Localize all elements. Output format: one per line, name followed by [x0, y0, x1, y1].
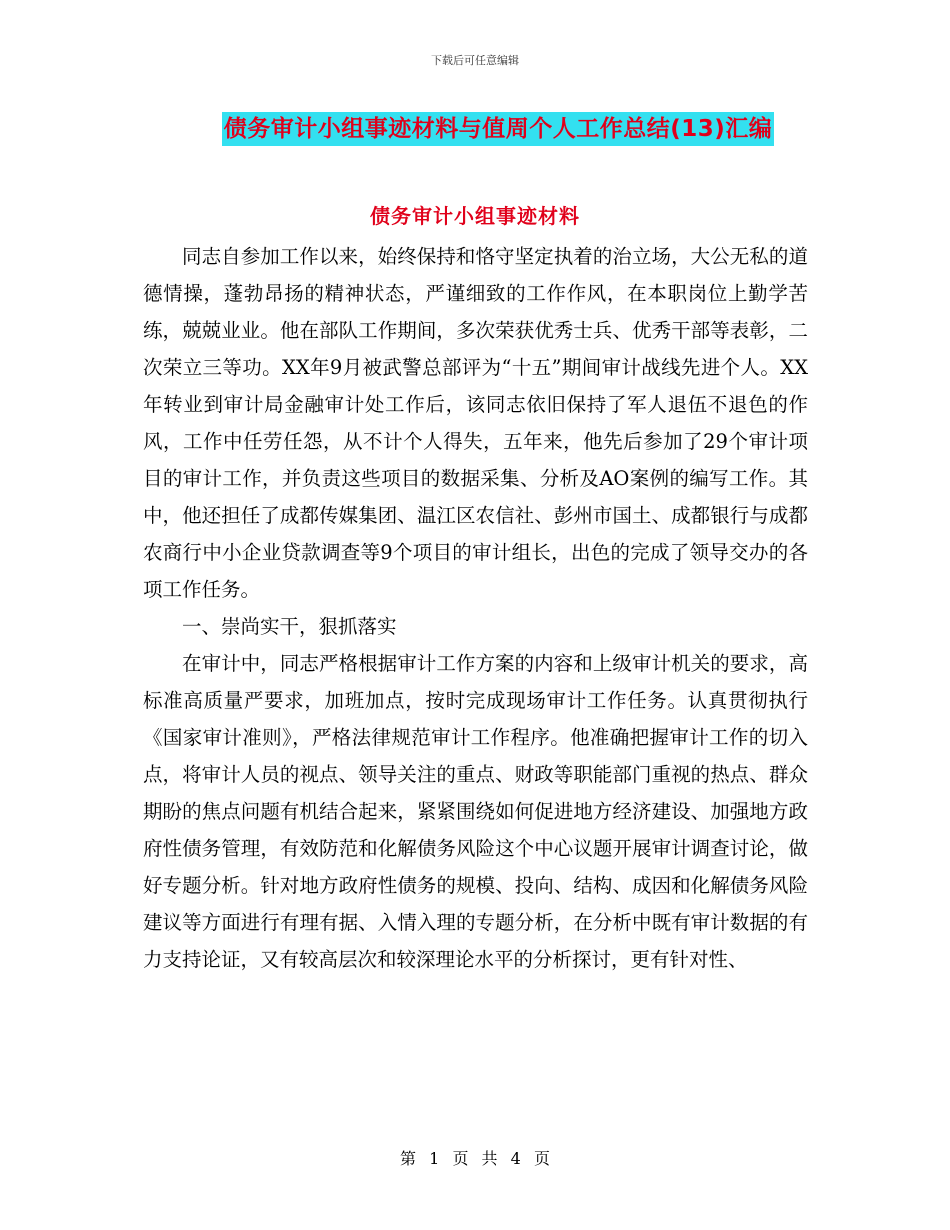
- footer-prefix: 第: [400, 1149, 417, 1168]
- title-container: [0, 112, 950, 146]
- footer-page-unit: 页: [452, 1149, 469, 1168]
- document-body: [143, 220, 808, 978]
- footer-total-pages: 4: [510, 1149, 521, 1168]
- footer-total-prefix: 共: [481, 1149, 498, 1168]
- page-header-note: 下载后可任意编辑: [431, 54, 519, 67]
- heading-section-one: 一、崇尚实干，狠抓落实: [182, 615, 397, 638]
- paragraph-section-one: 在审计中，同志严格根据审计工作方案的内容和上级审计机关的要求，高标准高质量严要求，加班加点，按时完成现场审计工作任务。认真贯彻执行《国家审计准则》，严格法律规范审计工作程序。他准确把握审计工作的切入点，将审计人员的视点、领导关注的重点、财政等职能部门重视的热点、群众期盼的焦点问题有机结合起来，紧紧围绕如何促进地方经济建设、加强地方政府性债务管理，有效防范和化解债务风险这个中心议题开展审计调查讨论，做好专题分析。针对地方政府性债务的规模、投向、结构、成因和化解债务风险建议等方面进行有理有据、入情入理的专题分析，在分析中既有审计数据的有力支持论证，又有较高层次和较深理论水平的分析探讨，更有针对性、: [143, 652, 808, 971]
- document-title: 债务审计小组事迹材料与值周个人工作总结(13)汇编: [222, 112, 775, 146]
- paragraph-intro: 同志自参加工作以来，始终保持和恪守坚定执着的治立场，大公无私的道德情操，蓬勃昂扬的精神状态，严谨细致的工作作风，在本职岗位上勤学苦练，兢兢业业。他在部队工作期间，多次荣获优秀士兵、优秀干部等表彰，二次荣立三等功。XX年9月被武警总部评为“十五”期间审计战线先进个人。XX年转业到审计局金融审计处工作后，该同志依旧保持了军人退伍不退色的作风，工作中任劳任怨，从不计个人得失，五年来，他先后参加了29个审计项目的审计工作，并负责这些项目的数据采集、分析及AO案例的编写工作。其中，他还担任了成都传媒集团、温江区农信社、彭州市国土、成都银行与成都农商行中小企业贷款调查等9个项目的审计组长，出色的完成了领导交办的各项工作任务。: [143, 245, 808, 601]
- page-footer: [0, 1146, 950, 1169]
- section-title: 债务审计小组事迹材料: [370, 204, 580, 228]
- footer-total-unit: 页: [533, 1149, 550, 1168]
- footer-page-number: 1: [429, 1149, 440, 1168]
